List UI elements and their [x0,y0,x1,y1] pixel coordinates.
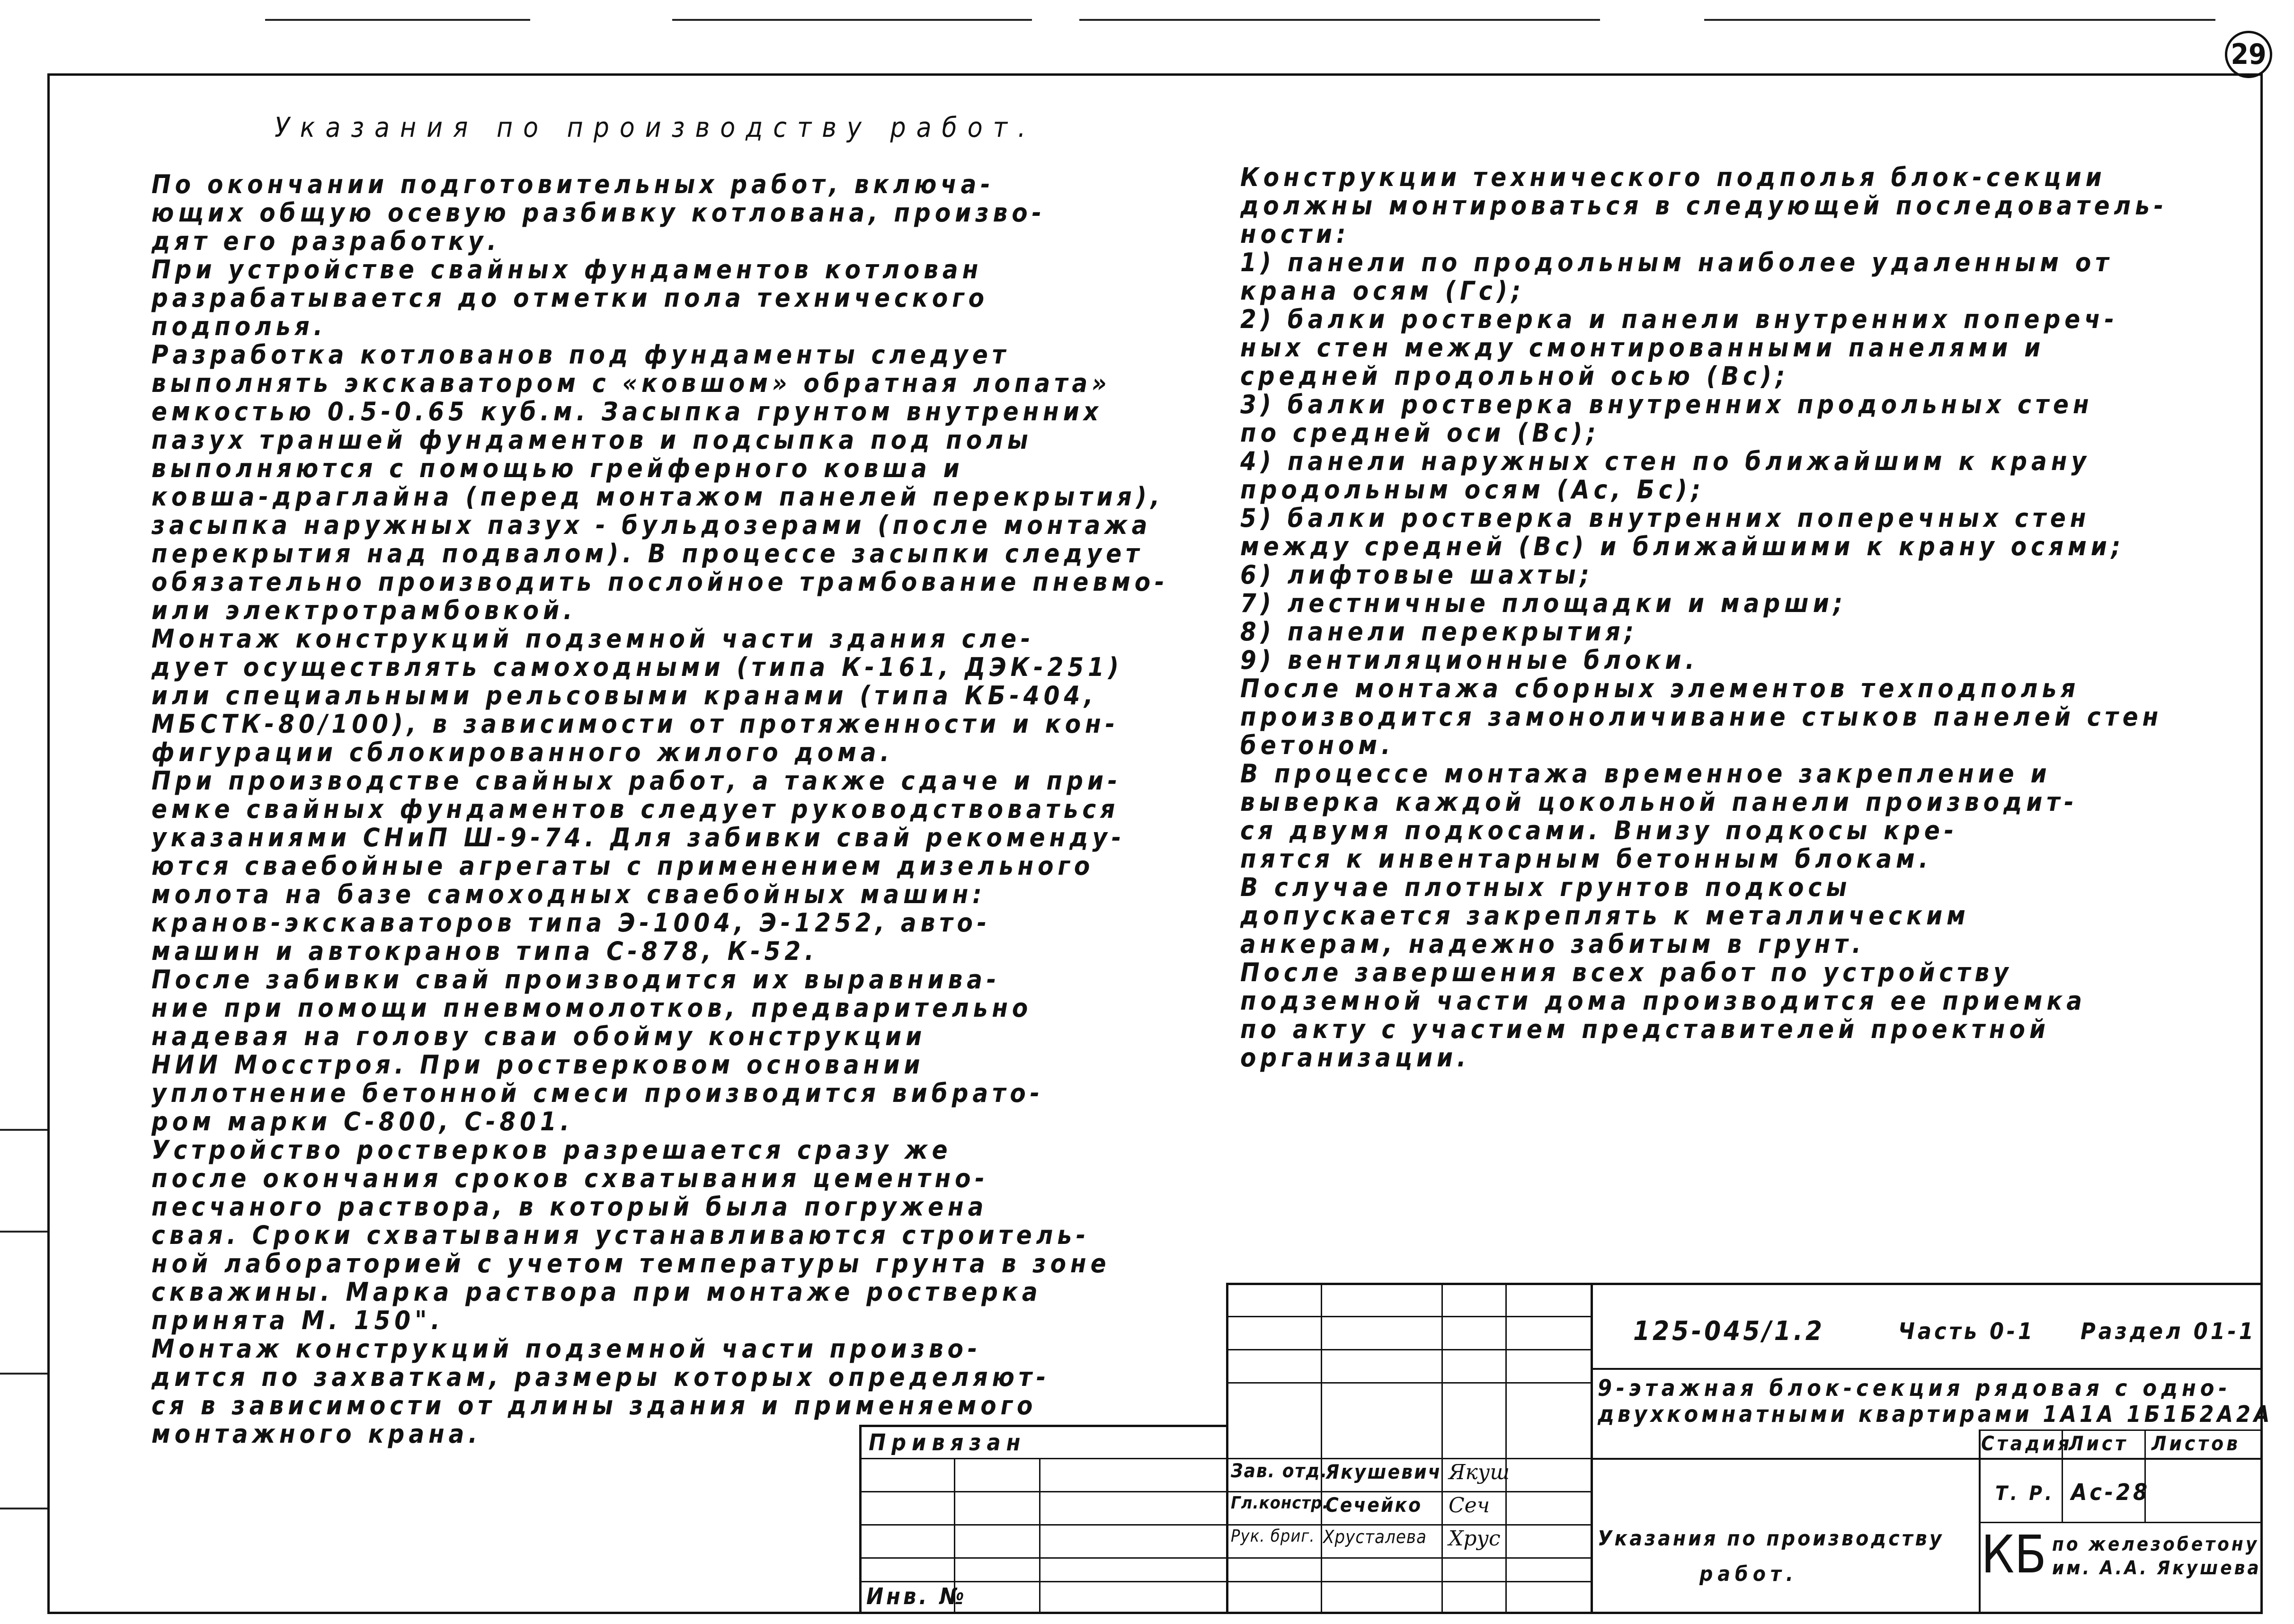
sheet-number: 29 [2225,31,2272,78]
inventory-number-label: Инв. № [866,1583,967,1610]
project-name-line1: 9-этажная блок-секция рядовая с одно- [1598,1375,2232,1402]
left-column-text: По окончании подготовительных работ, включа- ющих общую осевую разбивку котлована, произво- дят его разработку. При устройстве свайных фундаментов котлован разрабатывается до отметки пола технического подполья. Разработка котлованов под фундаменты следует выполнять экскаватором с «ковшом» обратная лопата» емкостью 0.5-0.65 куб.м. Засыпка грунтом внутренних пазух траншей фундаментов и подсыпка под полы выполняются с помощью грейферного ковша и ковша-драглайна (перед монтажом панелей перекрытия), засыпка наружных пазух - бульдозерами (после монтажа перекрытия над подвалом). В процессе засыпки следует обязательно производить послойное трамбование пневмо- или электротрамбовкой. Монтаж конструкций подземной части здания сле- дует осуществлять самоходными (типа К-161, ДЭК-251) или специальными рельсовыми кранами (типа КБ-404, МБСТК-80/100), в зависимости от протяженности и кон- фигурации сблокированного жилого дома. При производстве свайных работ, а также сдаче и при- емке свайных фундаментов следует руководствоваться указаниями СНиП Ш-9-74. Для забивки свай рекоменду- ются сваебойные агрегаты с применением дизельного молота на базе самоходных сваебойных машин: кранов-экскаваторов типа Э-1004, Э-1252, авто- машин и автокранов типа С-878, К-52. После забивки свай производится их выравнива- ние при помощи пневмомолотков, предварительно надевая на голову сваи обойму конструкции НИИ Мосстроя. При ростверковом основании уплотнение бетонной смеси производится вибрато- ром марки С-800, С-801. Устройство ростверков разрешается сразу же после окончания сроков схватывания цементно- песчаного раствора, в который была погружена свая. Сроки схватывания устанавливаются строитель- ной лабораторией с учетом температуры грунта в зоне скважины. Марка раствора при монтаже ростверка принята М. 150". Монтаж конструкций подземной части произво- дится по захваткам, размеры которых определяют- ся в зависимости от длины здания и применяемого монтажного крана. [151,169,1169,1449]
project-name-line2: двухкомнатными квартирами 1А1А 1Б1Б2А2А [1598,1401,2273,1428]
organization-mark: КБ [1981,1524,2047,1585]
top-line-segment [1704,19,2215,21]
signature-zav-otd: Якуш [1449,1460,1510,1484]
stage-header: Стадия [1981,1432,2072,1455]
role-ruk-brig: Рук. бриг. [1231,1526,1315,1546]
signature-ruk-brig: Хрус [1449,1526,1501,1551]
right-column-text: Конструкции технического подполья блок-секции должны монтироваться в следующей последователь- ности: 1) панели по продольным наиболее удаленным от крана осям (Гс); 2) балки ростверка и панели внутренних попереч- ных стен между смонтированными панелями и средней продольной осью (Вс); 3) балки ростверка внутренних продольных стен по средней оси (Вс); 4) панели наружных стен по ближайшим к крану продольным осям (Ас, Бс); 5) балки ростверка внутренних поперечных стен между средней (Вс) и ближайшими к крану осями; 6) лифтовые шахты; 7) лестничные площадки и марши; 8) панели перекрытия; 9) вентиляционные блоки. После монтажа сборных элементов техподполья производится замоноличивание стыков панелей стен бетоном. В процессе монтажа временное закрепление и выверка каждой цокольной панели производит- ся двумя подкосами. Внизу подкосы кре- пятся к инвентарным бетонным блокам. В случае плотных грунтов подкосы допускается закреплять к металлическим анкерам, надежно забитым в грунт. После завершения всех работ по устройству подземной части дома производится ее приемка по акту с участием представителей проектной организации. [1240,162,2168,1073]
name-gl-konstr: Сечейко [1325,1493,1423,1517]
document-title-line2: работ. [1699,1562,1798,1586]
name-zav-otd: Якушевич [1325,1460,1442,1483]
sheet-header: Лист [2069,1432,2129,1455]
organization-line1: по железобетону [2052,1534,2259,1555]
margin-mark [0,1508,47,1509]
sheet-value: Ас-28 [2071,1479,2151,1506]
privyazan-label: Привязан [869,1429,1026,1456]
signature-gl-konstr: Сеч [1449,1493,1490,1518]
margin-mark [0,1373,47,1375]
role-gl-konstr: Гл.констр. [1231,1493,1329,1513]
sheets-header: Листов [2152,1432,2241,1455]
page-title: Указания по производству работ. [275,111,1036,143]
stage-value: Т. Р. [1995,1482,2055,1505]
project-part: Часть 0-1 [1898,1318,2036,1345]
project-code: 125-045/1.2 [1633,1316,1825,1347]
top-line-segment [265,19,530,21]
margin-mark [0,1231,47,1233]
organization-line2: им. А.А. Якушева [2052,1557,2261,1579]
name-ruk-brig: Хрусталева [1323,1526,1427,1547]
project-section: Раздел 01-1 [2081,1318,2256,1345]
document-title-line1: Указания по производству [1598,1526,1944,1551]
top-line-segment [1079,19,1600,21]
margin-mark [0,1129,47,1131]
top-line-segment [672,19,1032,21]
role-zav-otd: Зав. отд. [1231,1460,1328,1482]
